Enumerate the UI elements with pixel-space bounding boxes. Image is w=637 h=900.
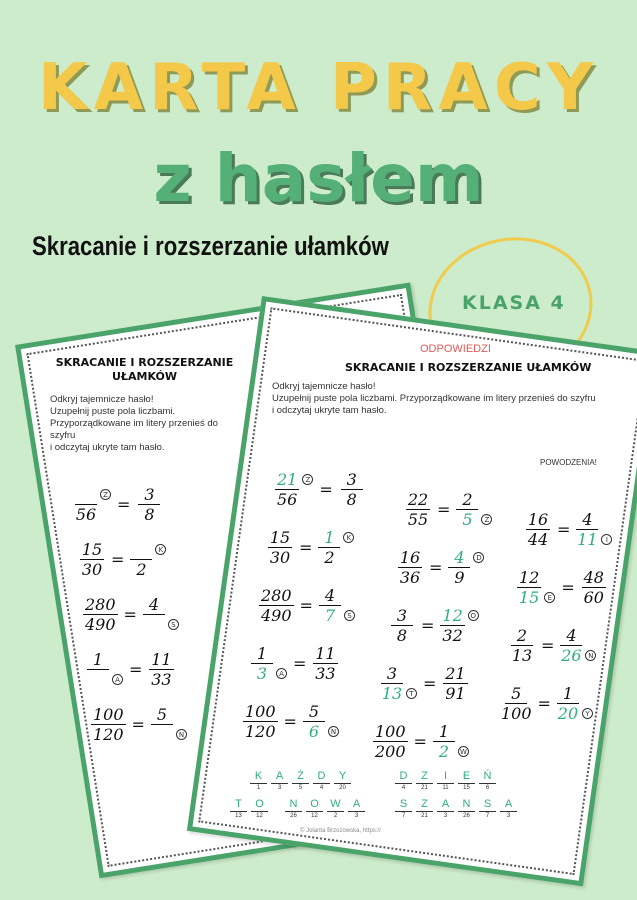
copyright: © Jolanta Brzozowska, https://	[300, 828, 381, 834]
numerator: 48	[583, 568, 604, 587]
numerator: 3	[341, 470, 363, 490]
right-fraction	[303, 702, 339, 741]
cipher-number: 11	[442, 785, 449, 791]
denominator: 26	[561, 646, 582, 665]
equals-sign: =	[561, 578, 575, 597]
equals-sign: =	[429, 558, 443, 577]
letter-badge: Z	[100, 489, 111, 500]
cipher-number: 12	[256, 813, 263, 819]
denominator: 120	[93, 725, 124, 744]
denominator: 5	[462, 510, 473, 529]
fraction-equation	[275, 470, 365, 509]
right-fraction	[136, 485, 162, 524]
cipher-cell	[479, 798, 496, 820]
denominator: 490	[261, 606, 292, 625]
subtitle: Skracanie i rozszerzanie ułamków	[32, 231, 389, 261]
numerator: 22	[407, 490, 429, 509]
left-fraction	[517, 568, 555, 607]
cipher-letter: O	[306, 798, 323, 812]
cipher-cell	[306, 798, 323, 820]
right-fraction	[339, 470, 365, 509]
instruction-line: Odkryj tajemnicze hasło!	[50, 394, 154, 405]
letter-badge: O	[468, 610, 479, 621]
denominator: 490	[85, 615, 116, 634]
left-fraction	[501, 684, 532, 723]
cipher-cell	[327, 798, 344, 820]
numerator: 1	[87, 650, 109, 670]
left-fraction	[525, 510, 551, 549]
cipher-number: 7	[485, 813, 490, 819]
letter-badge: T	[406, 688, 417, 699]
right-fraction	[448, 548, 484, 587]
letter-badge: N	[328, 726, 339, 737]
denominator: 3	[256, 664, 268, 683]
numerator: 21	[277, 470, 298, 489]
equals-sign: =	[131, 715, 145, 734]
cipher-number: 26	[463, 813, 470, 819]
fraction-equation	[509, 626, 596, 665]
left-fraction	[91, 705, 126, 744]
numerator: 280	[261, 586, 292, 605]
password-word	[285, 798, 365, 820]
left-fraction	[389, 606, 415, 645]
cipher-letter: Z	[416, 798, 433, 812]
denominator: 91	[445, 684, 466, 703]
cipher-cell	[437, 798, 454, 820]
cipher-number: 3	[443, 813, 448, 819]
cipher-number: 3	[277, 785, 282, 791]
numerator: 5	[505, 684, 527, 704]
cipher-cell	[458, 770, 475, 792]
grade-badge: KLASA 4	[462, 292, 566, 314]
right-fraction	[312, 644, 338, 683]
denominator: 13	[511, 646, 533, 665]
instructions	[272, 381, 612, 417]
cipher-letter: N	[458, 798, 475, 812]
password-word	[230, 798, 268, 820]
cipher-cell	[500, 798, 517, 820]
cipher-number: 5	[298, 785, 303, 791]
left-fraction	[75, 485, 111, 524]
equals-sign: =	[319, 480, 333, 499]
numerator: 2	[456, 490, 478, 510]
denominator: 8	[396, 626, 408, 645]
instruction-line: Uzupełnij puste pola liczbami. Przyporządkowane im litery przenieś do szyfru	[272, 393, 596, 404]
left-fraction	[79, 540, 105, 579]
fraction-equation	[397, 548, 484, 587]
fraction-equation	[381, 664, 468, 703]
cipher-number: 4	[401, 785, 406, 791]
equals-sign: =	[283, 712, 297, 731]
denominator: 120	[245, 722, 276, 741]
cipher-number: 3	[354, 813, 359, 819]
letter-badge: Z	[302, 474, 313, 485]
numerator: 3	[391, 606, 413, 626]
letter-badge: K	[155, 544, 166, 555]
denominator: 2	[324, 548, 335, 567]
right-fraction	[442, 664, 468, 703]
denominator: 60	[583, 588, 604, 607]
denominator: 9	[454, 568, 465, 587]
equals-sign: =	[437, 500, 451, 519]
left-fraction	[405, 490, 431, 529]
denominator: 6	[308, 722, 320, 741]
letter-badge: A	[276, 668, 287, 679]
right-fraction	[319, 586, 355, 625]
numerator: 11	[151, 650, 172, 669]
denominator: 15	[519, 588, 540, 607]
numerator: 12	[442, 606, 463, 625]
fraction-equation	[75, 485, 162, 524]
numerator: 3	[381, 664, 403, 684]
denominator: 100	[501, 704, 532, 723]
letter-badge: N	[176, 729, 187, 740]
denominator: 8	[346, 490, 357, 509]
cipher-letter: D	[395, 770, 412, 784]
denominator: 20	[557, 704, 579, 723]
denominator[interactable]	[95, 670, 100, 689]
instructions	[50, 394, 230, 454]
cipher-letter: E	[458, 770, 475, 784]
cipher-cell	[395, 770, 412, 792]
password-word	[395, 770, 496, 792]
cipher-cell	[250, 770, 267, 792]
cipher-letter: A	[271, 770, 288, 784]
right-fraction	[151, 705, 187, 744]
right-fraction	[130, 540, 166, 579]
cipher-letter: Y	[334, 770, 351, 784]
right-fraction	[557, 684, 593, 723]
denominator[interactable]	[151, 615, 156, 634]
right-fraction	[440, 606, 478, 645]
numerator: 5	[303, 702, 325, 722]
numerator: 1	[318, 528, 340, 548]
denominator: 33	[315, 664, 336, 683]
numerator: 1	[557, 684, 579, 704]
cipher-number: 21	[421, 785, 428, 791]
cipher-letter: O	[251, 798, 268, 812]
denominator: 32	[442, 626, 463, 645]
numerator: 1	[433, 722, 455, 742]
cipher-letter: S	[479, 798, 496, 812]
numerator[interactable]	[75, 485, 97, 505]
equals-sign: =	[293, 654, 307, 673]
cipher-number: 1	[256, 785, 261, 791]
denominator: 33	[151, 670, 172, 689]
numerator: 4	[560, 626, 582, 646]
numerator: 4	[448, 548, 470, 568]
cipher-cell	[334, 770, 351, 792]
denominator: 11	[577, 530, 598, 549]
left-fraction	[267, 528, 293, 567]
numerator: 4	[576, 510, 598, 530]
cipher-cell	[416, 770, 433, 792]
left-fraction	[275, 470, 313, 509]
denominator: 56	[75, 505, 97, 524]
cipher-letter: S	[395, 798, 412, 812]
left-fraction	[381, 664, 417, 703]
cipher-number: 4	[319, 785, 324, 791]
left-fraction	[259, 586, 294, 625]
cipher-cell	[395, 798, 412, 820]
fraction-equation	[91, 705, 187, 744]
numerator: 16	[527, 510, 549, 529]
cipher-number: 3	[506, 813, 511, 819]
fraction-equation	[251, 644, 338, 683]
denominator: 2	[438, 742, 450, 761]
numerator: 100	[245, 702, 276, 721]
denominator: 30	[81, 560, 103, 579]
fraction-equation	[501, 684, 593, 723]
letter-badge: E	[544, 592, 555, 603]
numerator: 21	[445, 664, 466, 683]
equals-sign: =	[541, 636, 555, 655]
numerator: 100	[375, 722, 406, 741]
numerator: 4	[143, 595, 165, 615]
denominator[interactable]	[159, 725, 164, 744]
equals-sign: =	[111, 550, 125, 569]
left-fraction	[509, 626, 535, 665]
instruction-line: Odkryj tajemnicze hasło!	[272, 381, 376, 392]
instruction-line: i odczytaj ukryte tam hasło.	[272, 405, 387, 416]
title-line-2: z hasłem	[153, 140, 484, 217]
cipher-cell	[292, 770, 309, 792]
numerator: 100	[93, 705, 124, 724]
equals-sign: =	[299, 596, 313, 615]
right-fraction	[318, 528, 354, 567]
letter-badge: S	[344, 610, 355, 621]
equals-sign: =	[423, 674, 437, 693]
left-fraction	[373, 722, 408, 761]
denominator: 55	[407, 510, 429, 529]
title-line-1: KARTA PRACY	[37, 51, 600, 125]
right-fraction	[433, 722, 469, 761]
numerator: 280	[85, 595, 116, 614]
cipher-number: 21	[421, 813, 428, 819]
right-fraction	[143, 595, 179, 634]
fraction-equation	[79, 540, 166, 579]
cipher-letter: Z	[416, 770, 433, 784]
cipher-number: 7	[401, 813, 406, 819]
numerator: 16	[399, 548, 421, 567]
numerator: 11	[315, 644, 336, 663]
denominator: 36	[399, 568, 421, 587]
cipher-letter: Ż	[292, 770, 309, 784]
denominator: 13	[381, 684, 403, 703]
cipher-number: 6	[485, 785, 490, 791]
numerator: 3	[138, 485, 160, 505]
good-luck: POWODZENIA!	[540, 458, 597, 467]
right-fraction	[456, 490, 492, 529]
cipher-number: 15	[463, 785, 470, 791]
numerator: 2	[511, 626, 533, 646]
cipher-letter: K	[250, 770, 267, 784]
cipher-letter: T	[230, 798, 247, 812]
instruction-line: Uzupełnij puste pola liczbami. Przyporządkowane im litery przenieś do szyfru	[50, 406, 218, 441]
fraction-equation	[87, 650, 174, 689]
cipher-letter: I	[437, 770, 454, 784]
cipher-cell	[479, 770, 496, 792]
cipher-cell	[285, 798, 302, 820]
cipher-letter: N	[285, 798, 302, 812]
cipher-letter: W	[327, 798, 344, 812]
password-word	[250, 770, 351, 792]
cipher-letter: A	[348, 798, 365, 812]
numerator: 5	[151, 705, 173, 725]
cipher-letter: Ń	[479, 770, 496, 784]
fraction-equation	[517, 568, 607, 607]
cipher-cell	[313, 770, 330, 792]
equals-sign: =	[129, 660, 143, 679]
denominator: 8	[144, 505, 155, 524]
letter-badge: N	[585, 650, 596, 661]
left-fraction	[251, 644, 287, 683]
cipher-number: 20	[339, 785, 346, 791]
numerator: 1	[251, 644, 273, 664]
fraction-equation	[243, 702, 339, 741]
cipher-cell	[416, 798, 433, 820]
worksheet-title: SKRACANIE I ROZSZERZANIE UŁAMKÓW	[55, 356, 234, 383]
cipher-letter: A	[500, 798, 517, 812]
denominator: 30	[269, 548, 291, 567]
denominator: 56	[277, 490, 298, 509]
right-fraction	[560, 626, 596, 665]
left-fraction	[83, 595, 118, 634]
denominator: 44	[527, 530, 549, 549]
letter-badge: Y	[582, 708, 593, 719]
cipher-letter: A	[437, 798, 454, 812]
equals-sign: =	[123, 605, 137, 624]
instruction-line: i odczytaj ukryte tam hasło.	[50, 442, 165, 453]
cipher-number: 2	[333, 813, 338, 819]
equals-sign: =	[557, 520, 571, 539]
letter-badge: S	[168, 619, 179, 630]
right-fraction	[576, 510, 612, 549]
numerator: 12	[519, 568, 540, 587]
cipher-number: 12	[311, 813, 318, 819]
fraction-equation	[405, 490, 492, 529]
equals-sign: =	[537, 694, 551, 713]
letter-badge: Ż	[481, 514, 492, 525]
equals-sign: =	[421, 616, 435, 635]
denominator: 200	[375, 742, 406, 761]
worksheet-title: SKRACANIE I ROZSZERZANIE UŁAMKÓW	[345, 361, 592, 374]
fraction-equation	[373, 722, 469, 761]
password-word	[395, 798, 517, 820]
fraction-equation	[389, 606, 479, 645]
equals-sign: =	[117, 495, 131, 514]
equals-sign: =	[299, 538, 313, 557]
cipher-cell	[271, 770, 288, 792]
denominator: 2	[136, 560, 147, 579]
equals-sign: =	[413, 732, 427, 751]
cipher-cell	[348, 798, 365, 820]
cipher-cell	[251, 798, 268, 820]
fraction-equation	[267, 528, 354, 567]
cipher-number: 26	[290, 813, 297, 819]
denominator: 7	[324, 606, 336, 625]
cipher-cell	[230, 798, 247, 820]
right-fraction	[581, 568, 607, 607]
numerator[interactable]	[130, 540, 152, 560]
letter-badge: I	[601, 534, 612, 545]
letter-badge: K	[343, 532, 354, 543]
left-fraction	[243, 702, 278, 741]
letter-badge: D	[473, 552, 484, 563]
fraction-equation	[83, 595, 179, 634]
left-fraction	[397, 548, 423, 587]
cipher-number: 13	[235, 813, 242, 819]
fraction-equation	[525, 510, 612, 549]
cipher-cell	[437, 770, 454, 792]
letter-badge: A	[112, 674, 123, 685]
letter-badge: W	[458, 746, 469, 757]
numerator: 15	[269, 528, 291, 547]
left-fraction	[87, 650, 123, 689]
numerator: 4	[319, 586, 341, 606]
cipher-cell	[458, 798, 475, 820]
answers-label: ODPOWIEDZI	[420, 343, 491, 355]
cipher-letter: D	[313, 770, 330, 784]
numerator: 15	[81, 540, 103, 559]
fraction-equation	[259, 586, 355, 625]
right-fraction	[148, 650, 174, 689]
